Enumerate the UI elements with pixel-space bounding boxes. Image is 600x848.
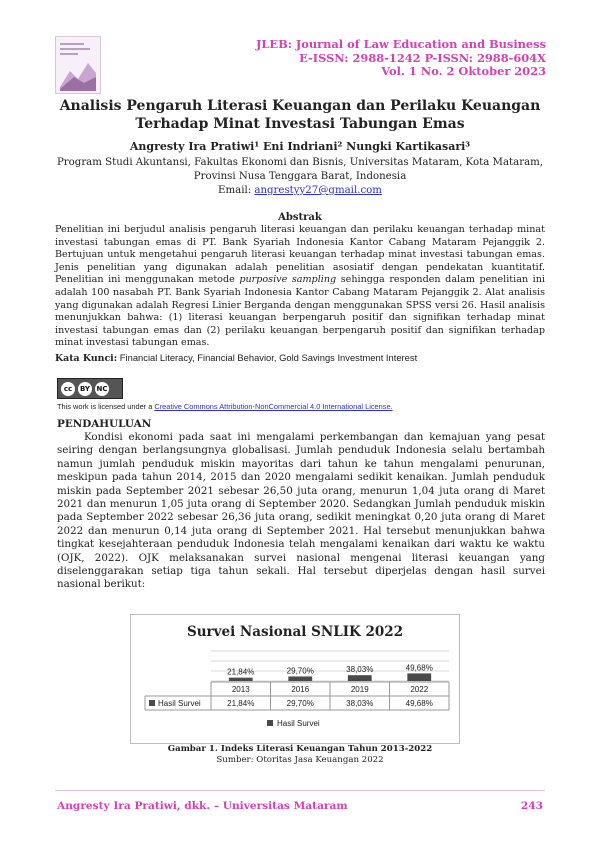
data-label-2022: 49,68% <box>405 663 433 673</box>
author-list: Angresty Ira Pratiwi¹ Eni Indriani² Nungki Kartikasari³ <box>129 140 471 153</box>
keywords-text: Financial Literacy, Financial Behavior, Gold Savings Investment Interest <box>117 352 418 363</box>
bar-2016 <box>288 676 312 681</box>
table-value-2013: 21,84% <box>227 699 255 708</box>
journal-header <box>256 38 546 79</box>
tick-label-2019: 2019 <box>350 685 369 694</box>
bar-2022 <box>407 673 431 681</box>
paper-title-line1: Analisis Pengaruh Literasi Keuangan dan Perilaku Keuangan <box>59 98 541 114</box>
journal-cover-thumbnail <box>55 36 101 94</box>
abstract-text-italic: purposive sampling <box>239 274 337 286</box>
survey-chart <box>130 614 460 744</box>
bar-2019 <box>348 675 372 681</box>
footer-divider <box>55 790 545 791</box>
by-icon: BY <box>78 382 92 396</box>
abstract-text-part1: Penelitian ini berjudul analisis pengaruh literasi keuangan dan perilaku keuangan terhadap minat investasi tabungan emas di PT. Bank Syariah Indonesia Kantor Cabang Mataram Pejanggik 2. Bertujuan untuk mengetahui pengaruh literasi keuangan terhadap minat investasi tabungan emas. Jenis penelitian yang digunakan adalah penelitian asosiatif dengan pendekatan kuantitatif. Penelitian ini menggunakan metode <box>55 224 545 286</box>
affiliation-line2: Provinsi Nusa Tenggara Barat, Indonesia <box>193 171 407 182</box>
cc-icon: cc <box>61 382 75 396</box>
table-value-2016: 29,70% <box>286 699 314 708</box>
nc-icon: NC <box>95 382 109 396</box>
data-label-2016: 29,70% <box>286 666 314 676</box>
table-legend-key <box>149 700 155 706</box>
figure-source: Sumber: Otoritas Jasa Keuangan 2022 <box>216 755 384 765</box>
intro-body <box>57 431 545 592</box>
license-link[interactable]: Creative Commons Attribution-NonCommercial 4.0 International License. <box>154 402 393 411</box>
legend-swatch <box>267 720 273 726</box>
license-line <box>57 402 393 411</box>
tick-label-2013: 2013 <box>231 685 250 694</box>
keywords-line <box>55 352 545 364</box>
journal-volume: Vol. 1 No. 2 Oktober 2023 <box>381 64 546 78</box>
intro-paragraph: Kondisi ekonomi pada saat ini mengalami perkembangan dan kemajuan yang pesat seiring dengan berlangsungnya globalisasi. Jumlah penduduk Indonesia selalu bertambah namun jumlah penduduk miskin mayoritas dari tahun ke tahun mengalami penurunan, meskipun pada tahun 2014, 2015 dan 2020 mengalami sedikit kenaikan. Jumlah penduduk miskin pada September 2021 sebesar 26,50 juta orang, menurun 1,04 juta orang di Maret 2021 dan menurun 1,05 juta orang di September 2020. Sedangkan Jumlah penduduk miskin pada September 2022 sebesar 26,36 juta orang, sedikit meningkat 0,20 juta orang di Maret 2022 dan menurun 0,14 juta orang di September 2021. Hal tersebut menunjukkan bahwa tingkat kesejahteraan penduduk Indonesia telah mengalami kenaikan dari waktu ke waktu (OJK, 2022). OJK melaksanakan survei nasional mengenai literasi keuangan yang diselenggarakan setiap tiga tahun sekali. Hal tersebut diperjelas dengan hasil survei nasional berikut: <box>57 431 545 591</box>
table-value-2022: 49,68% <box>405 699 433 708</box>
abstract-text-part2: sehingga responden dalam penelitian ini adalah 100 nasabah PT. Bank Syariah Indonesia Kantor Cabang Mataram Pejanggik 2. Alat analisis yang digunakan adalah Regresi Linier Berganda dengan menggunakan SPSS versi 26. Hasil analisis menunjukkan bahwa: (1) literasi keuangan berpengaruh positif dan signifikan terhadap minat investasi tabungan emas dan (2) perilaku keuangan berpengaruh positif dan signifikan terhadap minat investasi tabungan emas. <box>55 274 545 349</box>
abstract-heading: Abstrak <box>278 212 322 223</box>
footer-author: Angresty Ira Pratiwi, dkk. – Universitas Mataram <box>57 800 348 812</box>
chart-svg <box>131 615 459 743</box>
journal-name: JLEB: Journal of Law Education and Business <box>256 37 546 51</box>
license-prefix: This work is licensed under a <box>57 402 155 411</box>
affiliation <box>30 156 570 198</box>
data-label-2013: 21,84% <box>227 667 255 677</box>
chart-title: Survei Nasional SNLIK 2022 <box>186 624 404 640</box>
tick-label-2022: 2022 <box>410 685 429 694</box>
email-line <box>30 184 570 198</box>
paper-title-line2: Terhadap Minat Investasi Tabungan Emas <box>135 116 465 132</box>
paper-title <box>30 97 570 133</box>
keywords-label: Kata Kunci: <box>55 353 118 364</box>
table-value-2019: 38,03% <box>346 699 374 708</box>
legend-label: Hasil Survei <box>277 719 320 728</box>
page-number: 243 <box>520 800 543 812</box>
affiliation-line1: Program Studi Akuntansi, Fakultas Ekonomi dan Bisnis, Universitas Mataram, Kota Mataram, <box>56 157 544 168</box>
cc-license-badge[interactable] <box>57 378 123 399</box>
tick-label-2016: 2016 <box>291 685 310 694</box>
journal-issn: E-ISSN: 2988-1242 P-ISSN: 2988-604X <box>299 50 546 65</box>
bar-2013 <box>229 678 253 681</box>
cover-graphic-icon <box>56 37 100 93</box>
table-row-label: Hasil Survei <box>158 699 201 708</box>
email-label: Email: <box>218 185 255 196</box>
data-label-2019: 38,03% <box>346 665 374 675</box>
abstract-text <box>55 224 545 350</box>
email-link[interactable]: angrestyy27@gmail.com <box>254 185 382 196</box>
section-heading-pendahuluan: PENDAHULUAN <box>57 418 152 430</box>
figure-caption: Gambar 1. Indeks Literasi Keuangan Tahun 2013-2022 <box>167 744 433 754</box>
